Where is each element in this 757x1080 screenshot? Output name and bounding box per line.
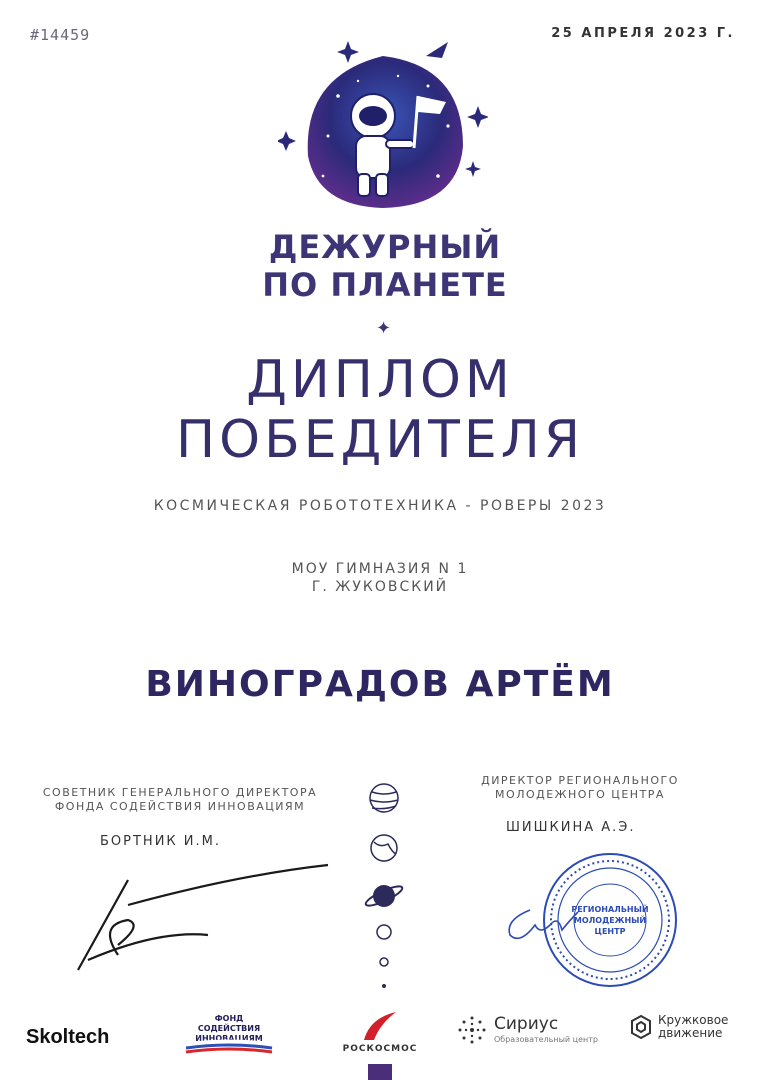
sirius-subtitle: Образовательный центр (494, 1035, 599, 1044)
signature-left (58, 855, 338, 985)
left-signatory-title: СОВЕТНИК ГЕНЕРАЛЬНОГО ДИРЕКТОРА ФОНДА СОДЕЙСТВИЯ ИННОВАЦИЯМ (42, 786, 318, 813)
star-icon: ✦ (376, 318, 392, 339)
competition-name: КОСМИЧЕСКАЯ РОБОТОТЕХНИКА - РОВЕРЫ 2023 (153, 498, 607, 514)
diploma-date: 25 АПРЕЛЯ 2023 Г. (551, 26, 735, 41)
roscosmos-logo-text: РОСКОСМОС (342, 1044, 418, 1054)
svg-text:РЕГИОНАЛЬНЫЙ: РЕГИОНАЛЬНЫЙ (571, 905, 649, 914)
logo-title: ДЕЖУРНЫЙ ПО ПЛАНЕТЕ (262, 228, 508, 304)
bottom-square (368, 1064, 392, 1080)
sirius-icon (456, 1014, 488, 1046)
right-signatory-name: ШИШКИНА А.Э. (506, 820, 636, 835)
sirius-logo-text: Сириус (494, 1014, 559, 1034)
left-signatory-name: БОРТНИК И.М. (100, 834, 221, 849)
svg-text:ЦЕНТР: ЦЕНТР (594, 927, 626, 936)
kruzhkovoe-icon (628, 1014, 654, 1040)
winner-name: ВИНОГРАДОВ АРТЁМ (145, 664, 615, 705)
signature-right (500, 890, 580, 950)
astronaut-with-flag-icon (278, 36, 488, 226)
school-name: МОУ ГИМНАЗИЯ N 1 Г. ЖУКОВСКИЙ (291, 561, 469, 595)
planets-column (360, 782, 408, 1002)
diploma-title: ДИПЛОМ ПОБЕДИТЕЛЯ (176, 350, 584, 470)
right-signatory-title: ДИРЕКТОР РЕГИОНАЛЬНОГО МОЛОДЕЖНОГО ЦЕНТРА (481, 774, 679, 801)
fond-flag-icon (184, 1038, 274, 1058)
skoltech-logo: Skoltech (26, 1026, 110, 1048)
diploma-number: #14459 (30, 26, 91, 44)
roscosmos-icon (360, 1010, 400, 1042)
kruzhkovoe-logo-text: Кружковое движение (658, 1013, 729, 1040)
svg-text:МОЛОДЕЖНЫЙ: МОЛОДЕЖНЫЙ (573, 916, 647, 925)
fond-logo-text: ФОНД СОДЕЙСТВИЯ ИННОВАЦИЯМ (195, 1014, 263, 1043)
